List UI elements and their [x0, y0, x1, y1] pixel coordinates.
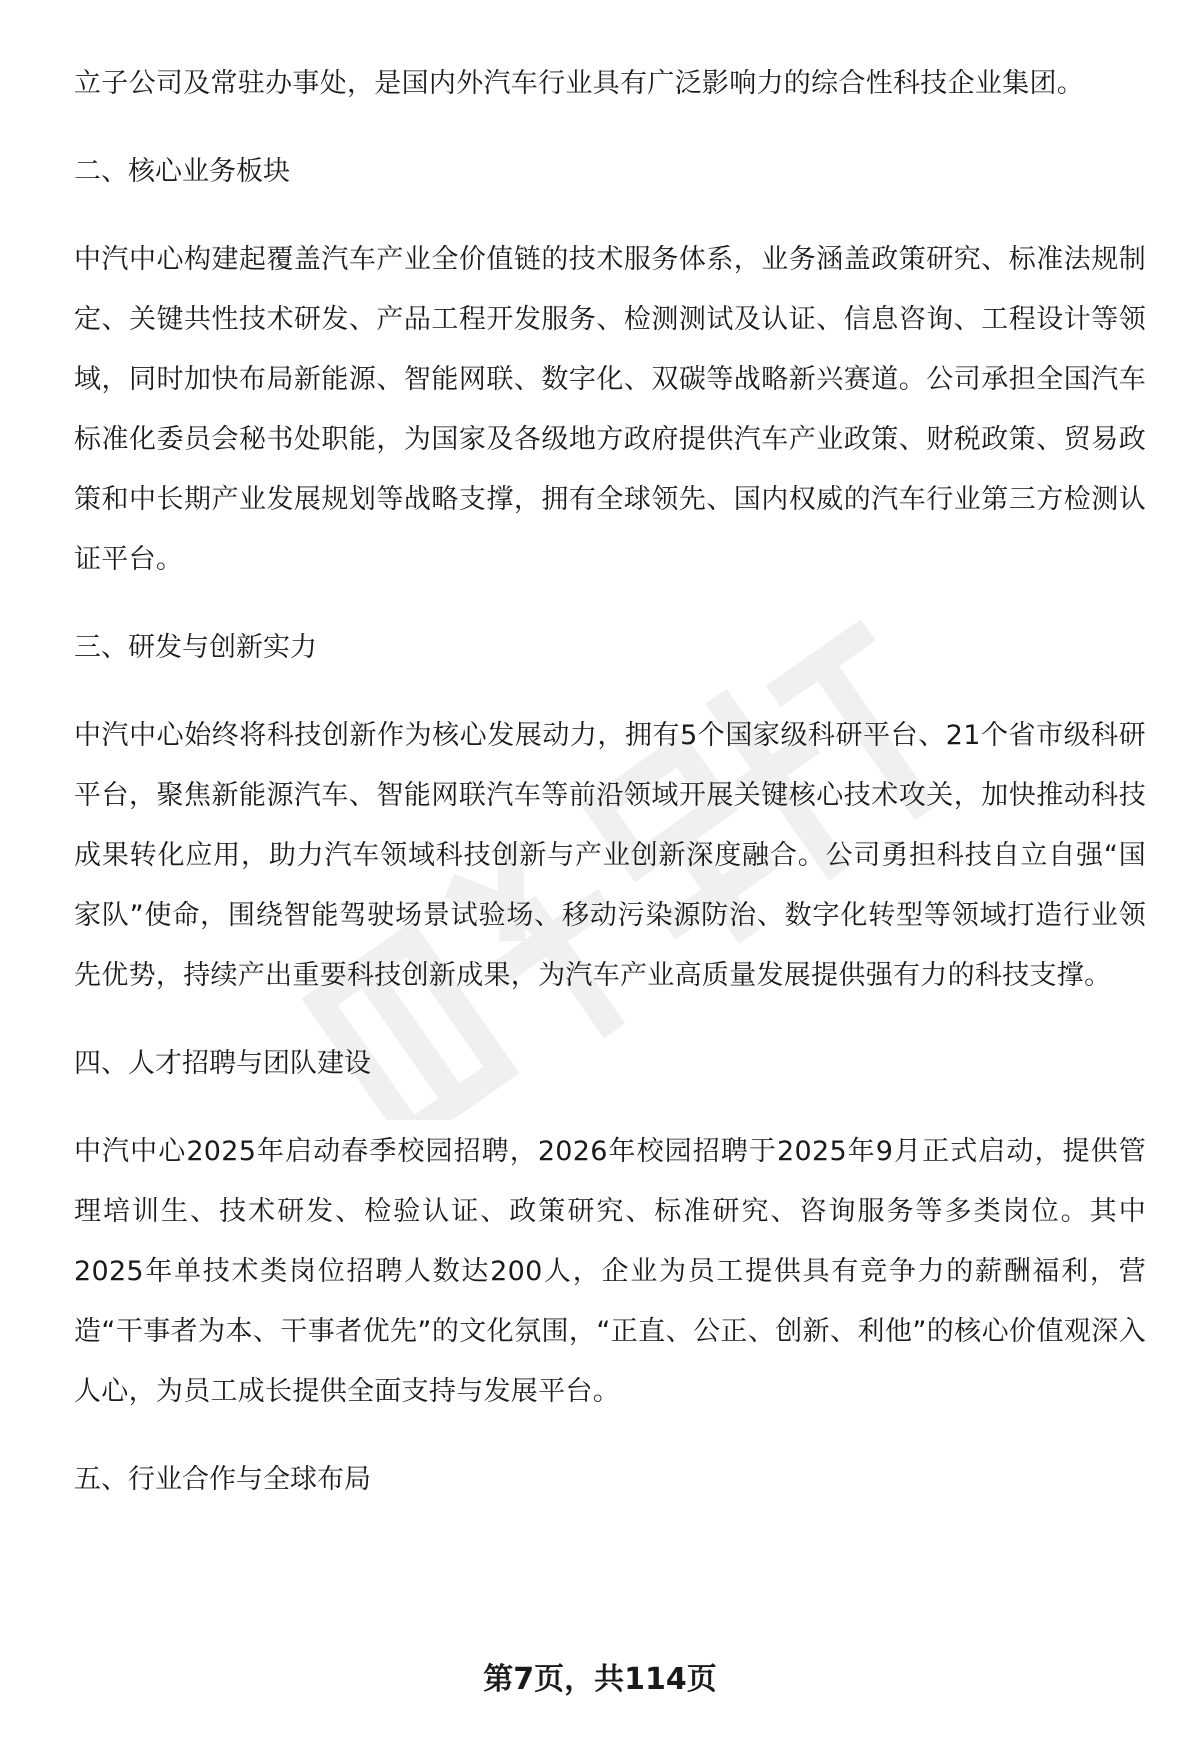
page-number: 第7页，共114页: [483, 1662, 717, 1697]
section-body-core-business: 中汽中心构建起覆盖汽车产业全价值链的技术服务体系，业务涵盖政策研究、标准法规制定、关键共性技术研发、产品工程开发服务、检测测试及认证、信息咨询、工程设计等领域，同时加快布局新能源、智能网联、数字化、双碳等战略新兴赛道。公司承担全国汽车标准化委员会秘书处职能，为国家及各级地方政府提供汽车产业政策、财税政策、贸易政策和中长期产业发展规划等战略支撑，拥有全球领先、国内权威的汽车行业第三方检测认证平台。: [74, 244, 1146, 575]
section-heading-cooperation: 五、行业合作与全球布局: [74, 1464, 371, 1495]
section-body-rnd: 中汽中心始终将科技创新作为核心发展动力，拥有5个国家级科研平台、21个省市级科研平台，聚焦新能源汽车、智能网联汽车等前沿领域开展关键核心技术攻关，加快推动科技成果转化应用，助力汽车领域科技创新与产业创新深度融合。公司勇担科技自立自强“国家队”使命，围绕智能驾驶场景试验场、移动污染源防治、数字化转型等领域打造行业领先优势，持续产出重要科技创新成果，为汽车产业高质量发展提供强有力的科技支撑。: [74, 720, 1146, 991]
section-heading-core-business: 二、核心业务板块: [74, 156, 290, 187]
document-content: [74, 54, 1146, 1510]
section-heading-talent: 四、人才招聘与团队建设: [74, 1048, 371, 1079]
intro-paragraph: 立子公司及常驻办事处，是国内外汽车行业具有广泛影响力的综合性科技企业集团。: [74, 68, 1085, 99]
section-body-talent: 中汽中心2025年启动春季校园招聘，2026年校园招聘于2025年9月正式启动，提供管理培训生、技术研发、检验认证、政策研究、标准研究、咨询服务等多类岗位。其中2025年单技术类岗位招聘人数达200人，企业为员工提供具有竞争力的薪酬福利，营造“干事者为本、干事者优先”的文化氛围，“正直、公正、创新、利他”的核心价值观深入人心，为员工成长提供全面支持与发展平台。: [74, 1136, 1146, 1407]
section-heading-rnd: 三、研发与创新实力: [74, 632, 317, 663]
